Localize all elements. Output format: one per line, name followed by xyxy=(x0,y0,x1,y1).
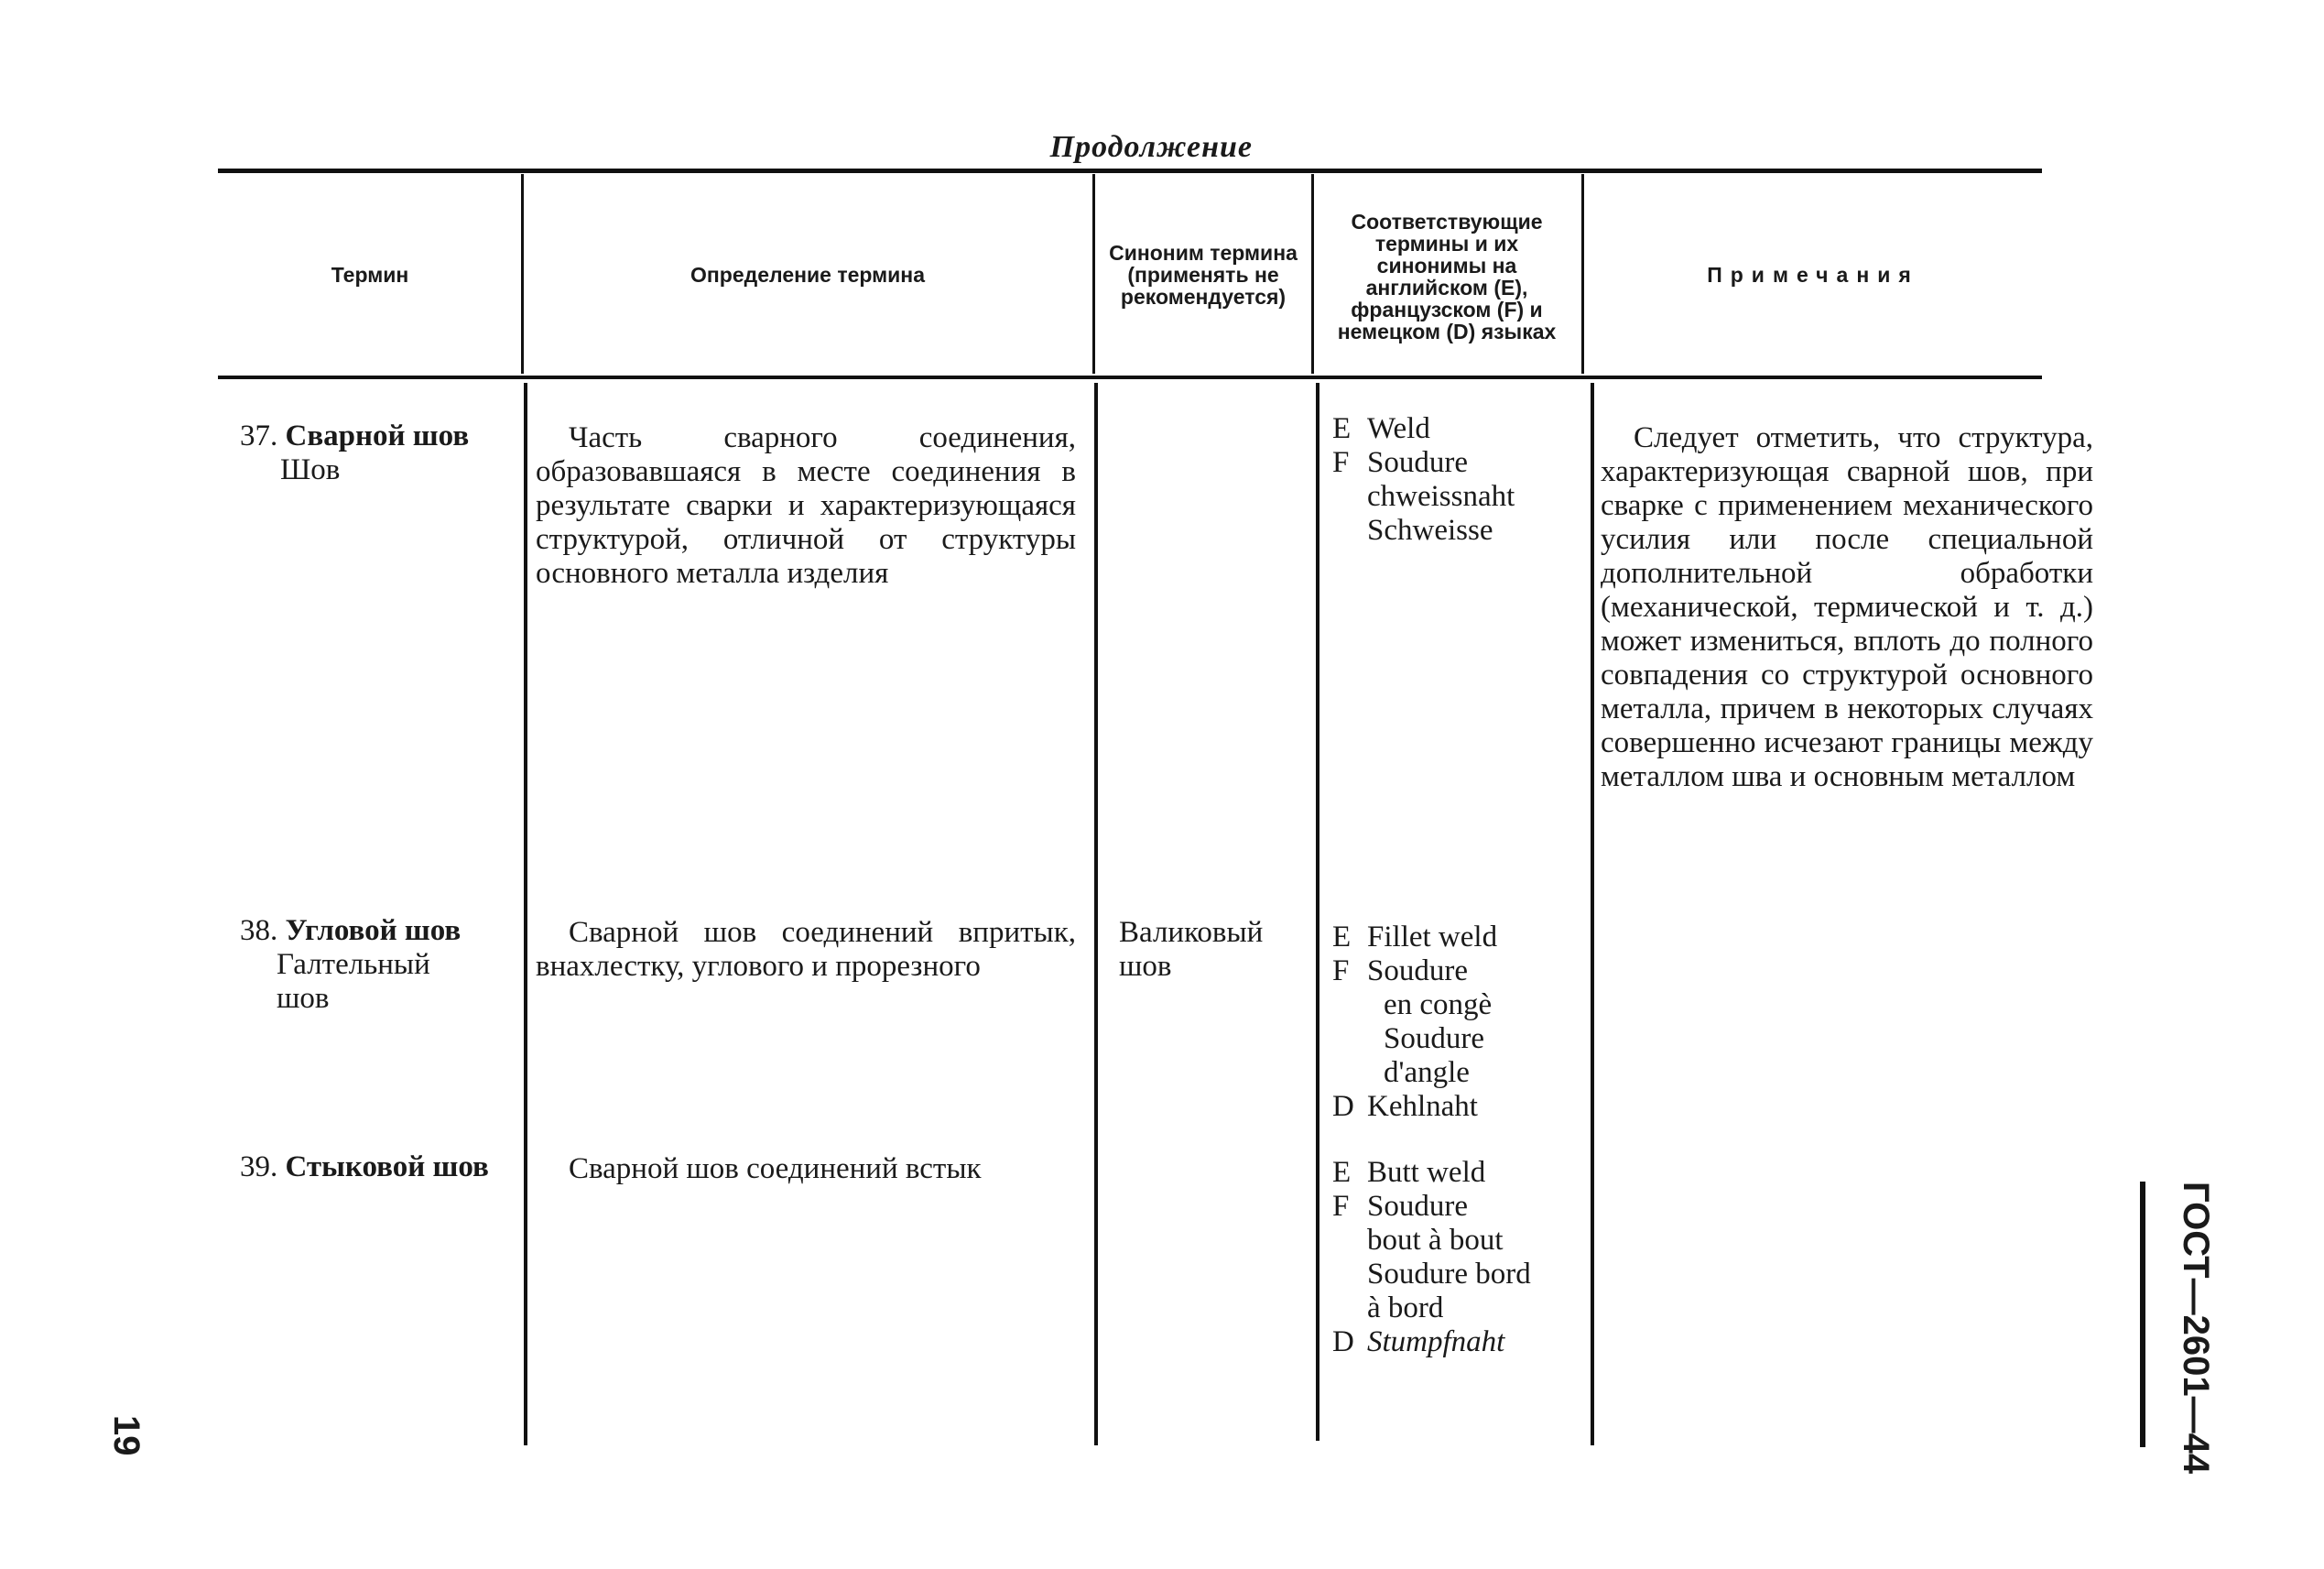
continuation-label: Продолжение xyxy=(1049,130,1253,164)
standard-rule xyxy=(2140,1182,2145,1447)
row-37-foreign xyxy=(1332,412,1584,548)
row-39-french-3: Soudure bord xyxy=(1367,1258,1531,1291)
page-number: 19 xyxy=(106,1415,147,1456)
row-39-german: Stumpfnaht xyxy=(1367,1325,1505,1358)
row-38-foreign xyxy=(1332,921,1584,1124)
row-39-definition: Сварной шов соединений встык xyxy=(569,1152,982,1185)
row-38-german: Kehlnaht xyxy=(1367,1090,1478,1123)
row-38-synonym: Валиковый шов xyxy=(1119,916,1264,983)
row-38-lang-e: E xyxy=(1332,921,1352,953)
row-38-lang-f: F xyxy=(1332,954,1350,987)
row-38-definition: Сварной шов соединений впритык, внахлестку, углового и прорезного xyxy=(536,916,1076,983)
column-divider-3-body xyxy=(1316,383,1319,1441)
standard-number: ГОСТ—2601—44 xyxy=(2176,1182,2216,1475)
row-38-term xyxy=(240,914,519,1016)
row-37-english: Weld xyxy=(1367,412,1430,445)
row-37-french: Soudure xyxy=(1367,446,1468,479)
row-39-number: 39. xyxy=(240,1150,278,1183)
row-38-french-4: d'angle xyxy=(1384,1056,1470,1089)
row-39-english: Butt weld xyxy=(1367,1156,1486,1189)
row-39-french-2: bout à bout xyxy=(1367,1224,1504,1257)
row-39-lang-e: E xyxy=(1332,1156,1352,1189)
row-37-term-synonym: Шов xyxy=(280,453,341,486)
column-divider-2-body xyxy=(1094,383,1098,1445)
header-definition: Определение термина xyxy=(690,263,925,287)
column-divider-3 xyxy=(1311,174,1314,374)
row-39-lang-f: F xyxy=(1332,1190,1350,1223)
row-38-english: Fillet weld xyxy=(1367,921,1498,953)
row-38-french-1: Soudure xyxy=(1367,954,1468,987)
header-notes: Примечания xyxy=(1707,263,1919,287)
row-38-number: 38. xyxy=(240,914,278,947)
row-37-lang-e: E xyxy=(1332,412,1352,445)
header-bottom-rule xyxy=(218,376,2042,379)
row-37-note: Следует отметить, что структура, характеризующая сварной шов, при сварке с применением механического усилия или после специальной дополнительной обработки (механической, термической и т. д.) может измениться, вплоть до полного совпадения со структурой основного металла, причем в некоторых случаях совершенно исчезают границы между металлом шва и основным металлом xyxy=(1601,421,2093,793)
row-39-lang-d: D xyxy=(1332,1325,1354,1358)
table-top-rule xyxy=(218,169,2042,173)
row-39-french-1: Soudure xyxy=(1367,1190,1468,1223)
row-38-term-main: Угловой шов xyxy=(285,914,462,947)
row-39-term xyxy=(218,1150,520,1184)
header-foreign-terms: Соответствующие термины и их синонимы на английском (E), французском (F) и немецком (D) языках xyxy=(1337,210,1557,343)
row-37-german-2: Schweisse xyxy=(1367,514,1493,547)
row-38-french-3: Soudure xyxy=(1384,1022,1484,1055)
row-38-lang-d: D xyxy=(1332,1090,1354,1123)
row-39-term-main: Стыковой шов xyxy=(285,1150,489,1183)
row-37-definition: Часть сварного соединения, образовавшаяся в месте соединения в результате сварки и характеризующаяся структурой, отличной от структуры основного металла изделия xyxy=(536,421,1076,590)
row-39-french-4: à bord xyxy=(1367,1291,1444,1324)
header-synonym: Синоним термина (применять не рекомендуется) xyxy=(1109,241,1298,309)
row-39-foreign xyxy=(1332,1156,1598,1359)
row-38-french-2: en congè xyxy=(1384,988,1493,1021)
row-37-lang-f: F xyxy=(1332,446,1350,479)
row-37-term xyxy=(240,419,519,487)
row-37-german-1: chweissnaht xyxy=(1367,480,1515,513)
column-divider-1-body xyxy=(524,383,527,1445)
row-37-number: 37. xyxy=(240,419,278,452)
row-38-term-synonym: Галтельный шов xyxy=(277,948,430,1015)
column-divider-2 xyxy=(1092,174,1095,374)
row-37-term-main: Сварной шов xyxy=(285,419,470,452)
header-term: Термин xyxy=(331,263,409,287)
